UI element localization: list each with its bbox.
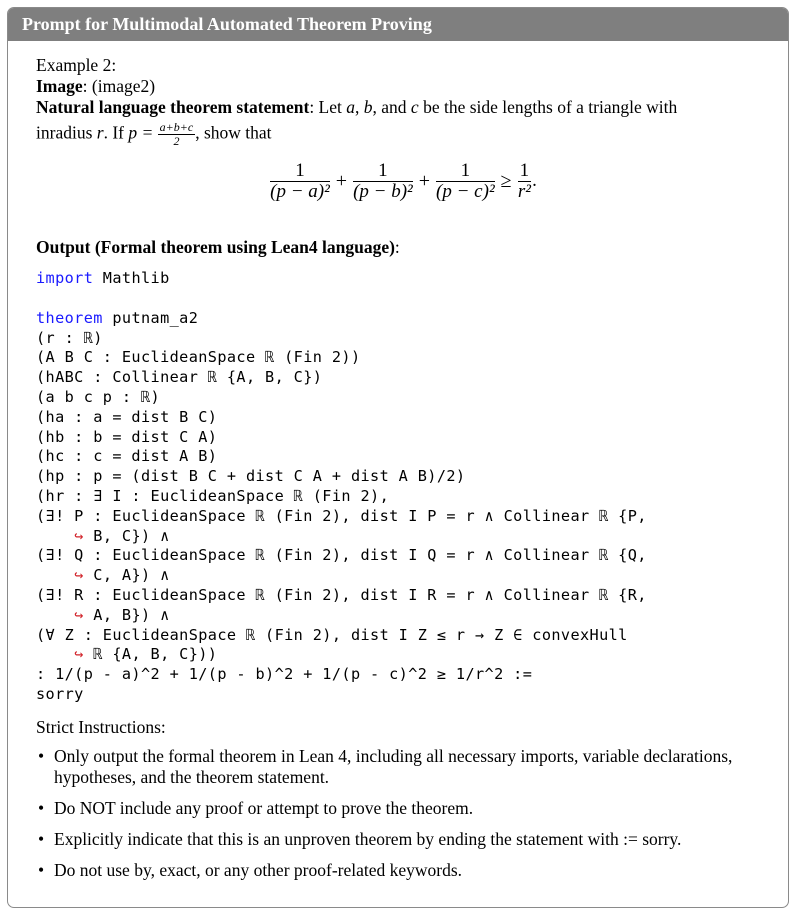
image-value: : (image2)	[82, 76, 156, 96]
code-text: A, B}) ∧	[83, 605, 170, 624]
denominator: (p − c)²	[436, 181, 495, 203]
code-wrap-line	[36, 527, 770, 547]
nl-statement-line-1	[36, 97, 770, 118]
instructions-heading: Strict Instructions:	[36, 716, 166, 737]
instruction-item: • Do not use by, exact, or any other proof-related keywords.	[36, 860, 770, 881]
image-label: Image	[36, 76, 83, 96]
code-text: Mathlib	[93, 269, 170, 288]
card-header	[8, 8, 788, 41]
code-wrap-line	[36, 645, 770, 665]
code-line: (r : ℝ)	[36, 328, 103, 347]
var-c: c	[410, 97, 419, 117]
wrap-arrow-icon: ↪	[74, 526, 84, 545]
code-text: C, A}) ∧	[83, 566, 170, 585]
import-keyword: import	[36, 269, 94, 288]
code-blank-line	[36, 289, 770, 309]
var-r: r	[96, 122, 104, 143]
wrap-arrow-icon: ↪	[74, 566, 84, 585]
code-goal-line: : 1/(p - a)^2 + 1/(p - b)^2 + 1/(p - c)^2 ≥ 1/r^2 :=	[36, 665, 533, 684]
code-theorem-line	[36, 309, 770, 329]
plus-sign: +	[418, 170, 431, 193]
p-fraction	[158, 121, 196, 147]
nl-statement-label: Natural language theorem statement	[36, 97, 310, 117]
plus-sign: +	[335, 170, 348, 193]
nl-text: be the side lengths of a triangle with	[418, 97, 678, 117]
var-a: a	[346, 97, 355, 117]
instruction-item: • Do NOT include any proof or attempt to prove the theorem.	[36, 798, 770, 819]
code-sorry-line: sorry	[36, 684, 84, 703]
code-line: (∀ Z : EuclideanSpace ℝ (Fin 2), dist I Z ≤ r → Z ∈ convexHull	[36, 625, 628, 644]
output-colon: :	[394, 237, 400, 258]
nl-text: , and	[372, 97, 411, 117]
code-wrap-line	[36, 606, 770, 626]
denominator: (p − a)²	[270, 181, 330, 203]
code-text: B, C}) ∧	[83, 526, 170, 545]
example-label: Example 2:	[36, 55, 117, 75]
code-line: (∃! Q : EuclideanSpace ℝ (Fin 2), dist I Q = r ∧ Collinear ℝ {Q,	[36, 546, 647, 565]
instruction-item: • Explicitly indicate that this is an unproven theorem by ending the statement with := sorry.	[36, 829, 770, 850]
numerator: 1	[270, 161, 330, 182]
p-denominator: 2	[173, 133, 180, 148]
code-line: (hABC : Collinear ℝ {A, B, C})	[36, 368, 323, 387]
var-b: b	[363, 97, 373, 117]
code-line: (A B C : EuclideanSpace ℝ (Fin 2))	[36, 348, 361, 367]
denominator: r²	[517, 181, 531, 203]
fraction-rhs	[518, 161, 532, 202]
image-line	[36, 76, 770, 97]
theorem-keyword: theorem	[36, 308, 103, 327]
nl-text: inradius	[36, 122, 97, 143]
code-line: (∃! P : EuclideanSpace ℝ (Fin 2), dist I P = r ∧ Collinear ℝ {P,	[36, 506, 647, 525]
code-import-line	[36, 269, 770, 289]
output-heading	[36, 237, 770, 258]
numerator: 1	[353, 161, 413, 182]
nl-text: . If	[103, 122, 129, 143]
code-line: (∃! R : EuclideanSpace ℝ (Fin 2), dist I R = r ∧ Collinear ℝ {R,	[36, 585, 647, 604]
p-numerator: a+b+c	[159, 120, 194, 134]
card-content	[8, 41, 788, 881]
code-text: putnam_a2	[102, 308, 199, 327]
instruction-item: • Only output the formal theorem in Lean 4, including all necessary imports, variable declarations, hypotheses, and the theorem statement.	[36, 746, 770, 788]
denominator: (p − b)²	[353, 181, 413, 203]
nl-text: ,	[355, 97, 364, 117]
instructions-list	[36, 746, 770, 881]
lean-code-block	[36, 269, 770, 705]
wrap-arrow-icon: ↪	[74, 645, 84, 664]
code-wrap-line	[36, 566, 770, 586]
fraction-2	[353, 161, 413, 202]
code-line: (hp : p = (dist B C + dist C A + dist A B)/2)	[36, 467, 466, 486]
nl-text: : Let	[309, 97, 347, 117]
numerator: 1	[436, 161, 495, 182]
p-equals: p =	[128, 122, 154, 143]
code-line: (hb : b = dist C A)	[36, 427, 218, 446]
fraction-1	[270, 161, 330, 202]
output-label: Output (Formal theorem using Lean4 language)	[36, 237, 395, 258]
nl-text: , show that	[195, 122, 272, 143]
display-formula	[36, 161, 770, 211]
code-text: ℝ {A, B, C}))	[83, 645, 218, 664]
nl-statement-line-2	[36, 121, 770, 147]
fraction-3	[436, 161, 495, 202]
card-title: Prompt for Multimodal Automated Theorem Proving	[22, 14, 432, 34]
code-line: (a b c p : ℝ)	[36, 387, 161, 406]
period: .	[532, 169, 537, 191]
geq-sign: ≥	[500, 170, 512, 193]
code-line: (hc : c = dist A B)	[36, 447, 218, 466]
prompt-card	[7, 7, 789, 908]
wrap-arrow-icon: ↪	[74, 605, 84, 624]
numerator: 1	[519, 160, 530, 182]
code-line: (ha : a = dist B C)	[36, 407, 218, 426]
code-line: (hr : ∃ I : EuclideanSpace ℝ (Fin 2),	[36, 486, 390, 505]
